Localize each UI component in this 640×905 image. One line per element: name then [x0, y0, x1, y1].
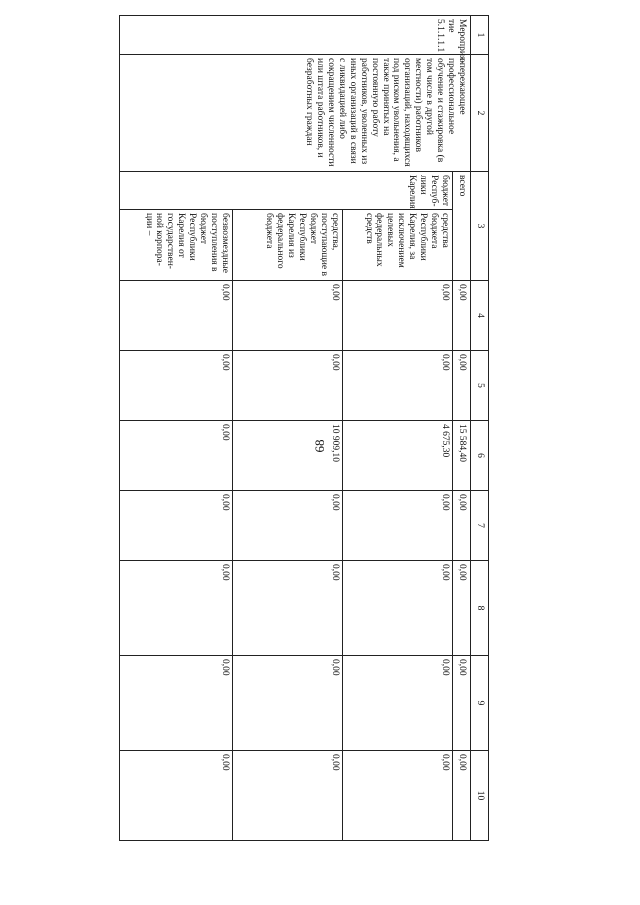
value-cell: 0,00	[343, 561, 453, 656]
rotated-table-wrapper	[119, 15, 489, 840]
total-col-7: 0,00	[453, 491, 471, 561]
value-cell: 0,00	[120, 491, 233, 561]
value-cell: 10 909,10	[233, 421, 343, 491]
value-cell: 0,00	[233, 491, 343, 561]
value-cell: 0,00	[120, 561, 233, 656]
header-col-6: 6	[471, 421, 489, 491]
value-cell: 0,00	[120, 351, 233, 421]
header-col-2: 2	[471, 55, 489, 172]
total-row	[453, 16, 471, 841]
value-cell: 0,00	[343, 751, 453, 841]
value-cell: 0,00	[120, 656, 233, 751]
budget-label-cell: бюджет Респуб-лики Карелия	[120, 172, 453, 210]
total-col-8: 0,00	[453, 561, 471, 656]
header-col-1: 1	[471, 16, 489, 55]
total-col-6: 15 584,40	[453, 421, 471, 491]
value-cell: 0,00	[343, 656, 453, 751]
program-table	[119, 15, 489, 841]
header-col-3: 3	[471, 172, 489, 281]
header-col-10: 10	[471, 751, 489, 841]
value-cell: 0,00	[233, 561, 343, 656]
header-col-9: 9	[471, 656, 489, 751]
header-col-7: 7	[471, 491, 489, 561]
value-cell: 0,00	[233, 351, 343, 421]
source-label-cell: средства, поступающие в бюджет Республики Карелия из федерального бюджета	[233, 210, 343, 281]
value-cell: 0,00	[120, 421, 233, 491]
total-col-9: 0,00	[453, 656, 471, 751]
value-cell: 4 675,30	[343, 421, 453, 491]
header-col-4: 4	[471, 281, 489, 351]
source-label-cell: средства бюджета Республики Карелия, за исключением целевых федеральных средств	[343, 210, 453, 281]
total-col-5: 0,00	[453, 351, 471, 421]
value-cell: 0,00	[120, 281, 233, 351]
total-col-4: 0,00	[453, 281, 471, 351]
value-cell: 0,00	[343, 351, 453, 421]
value-cell: 0,00	[120, 751, 233, 841]
header-col-5: 5	[471, 351, 489, 421]
page-number: 68	[312, 439, 327, 453]
total-col-10: 0,00	[453, 751, 471, 841]
source-label-cell: безвозмездные поступления в бюджет Республики Карелия от государствен-ной корпора-ции –	[120, 210, 233, 281]
measure-code-cell: Мероприя-тие 5.1.1.1.1	[120, 16, 471, 55]
value-cell: 0,00	[233, 751, 343, 841]
header-row	[471, 16, 489, 841]
header-col-8: 8	[471, 561, 489, 656]
value-cell: 0,00	[233, 656, 343, 751]
total-label-cell: всего	[453, 172, 471, 281]
value-cell: 0,00	[343, 491, 453, 561]
measure-description-cell: опережающее профессиональное обучение и стажировка (в том числе в другой местности) работников организаций, находящихся под риском увольнения, а также принятых на постоянную работу работников, уволенных из иных организаций в связи с ликвидацией либо сокращением численности или штата работников, и безработных граждан	[120, 55, 471, 172]
value-cell: 0,00	[343, 281, 453, 351]
value-cell: 0,00	[233, 281, 343, 351]
